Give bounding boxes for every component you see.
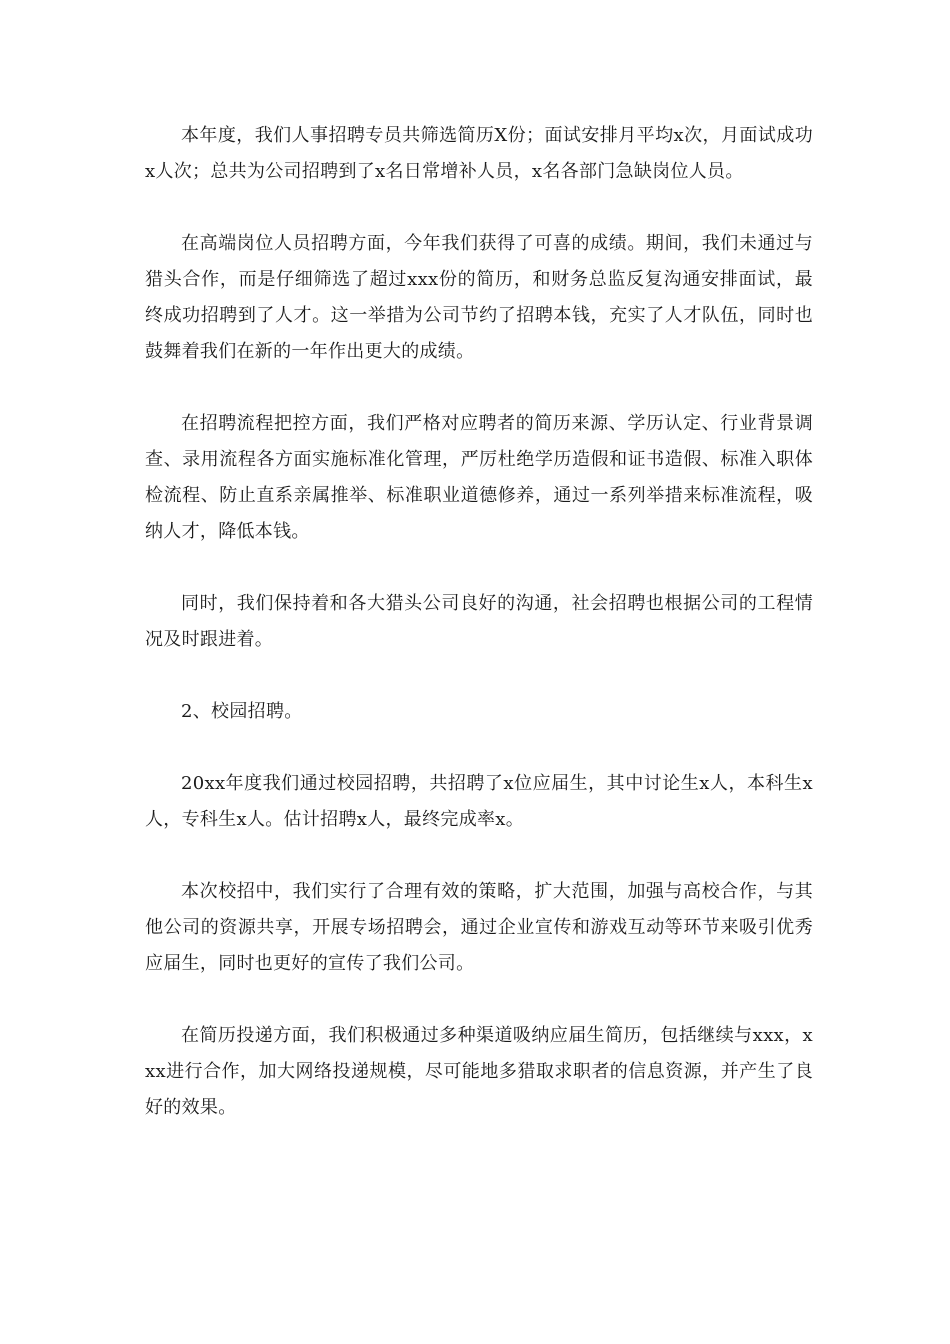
section-heading-campus-recruitment: 2、校园招聘。 <box>181 701 303 722</box>
paragraph-senior-recruitment: 在高端岗位人员招聘方面，今年我们获得了可喜的成绩。期间，我们未通过与猎头合作，而是仔细筛选了超过xxx份的简历，和财务总监反复沟通安排面试，最终成功招聘到了人才。这一举措为公司节约了招聘本钱，充实了人才队伍，同时也鼓舞着我们在新的一年作出更大的成绩。 <box>145 233 813 362</box>
paragraph-process-control: 在招聘流程把控方面，我们严格对应聘者的简历来源、学历认定、行业背景调查、录用流程各方面实施标准化管理，严厉杜绝学历造假和证书造假、标准入职体检流程、防止直系亲属推举、标准职业道德修养，通过一系列举措来标准流程，吸纳人才，降低本钱。 <box>145 413 813 542</box>
paragraph-campus-strategy: 本次校招中，我们实行了合理有效的策略，扩大范围，加强与高校合作，与其他公司的资源共享，开展专场招聘会，通过企业宣传和游戏互动等环节来吸引优秀应届生，同时也更好的宣传了我们公司。 <box>145 881 813 974</box>
paragraph-resume-channels: 在简历投递方面，我们积极通过多种渠道吸纳应届生简历，包括继续与xxx，xxx进行合作，加大网络投递规模，尽可能地多猎取求职者的信息资源，并产生了良好的效果。 <box>145 1025 813 1118</box>
paragraph-screening-stats: 本年度，我们人事招聘专员共筛选简历X份；面试安排月平均x次，月面试成功x人次；总共为公司招聘到了x名日常增补人员，x名各部门急缺岗位人员。 <box>145 125 813 182</box>
paragraph-headhunter-communication: 同时，我们保持着和各大猎头公司良好的沟通，社会招聘也根据公司的工程情况及时跟进着。 <box>145 593 813 650</box>
document-body <box>145 118 813 1162</box>
paragraph-campus-stats: 20xx年度我们通过校园招聘，共招聘了x位应届生，其中讨论生x人，本科生x人，专科生x人。估计招聘x人，最终完成率x。 <box>145 773 813 830</box>
